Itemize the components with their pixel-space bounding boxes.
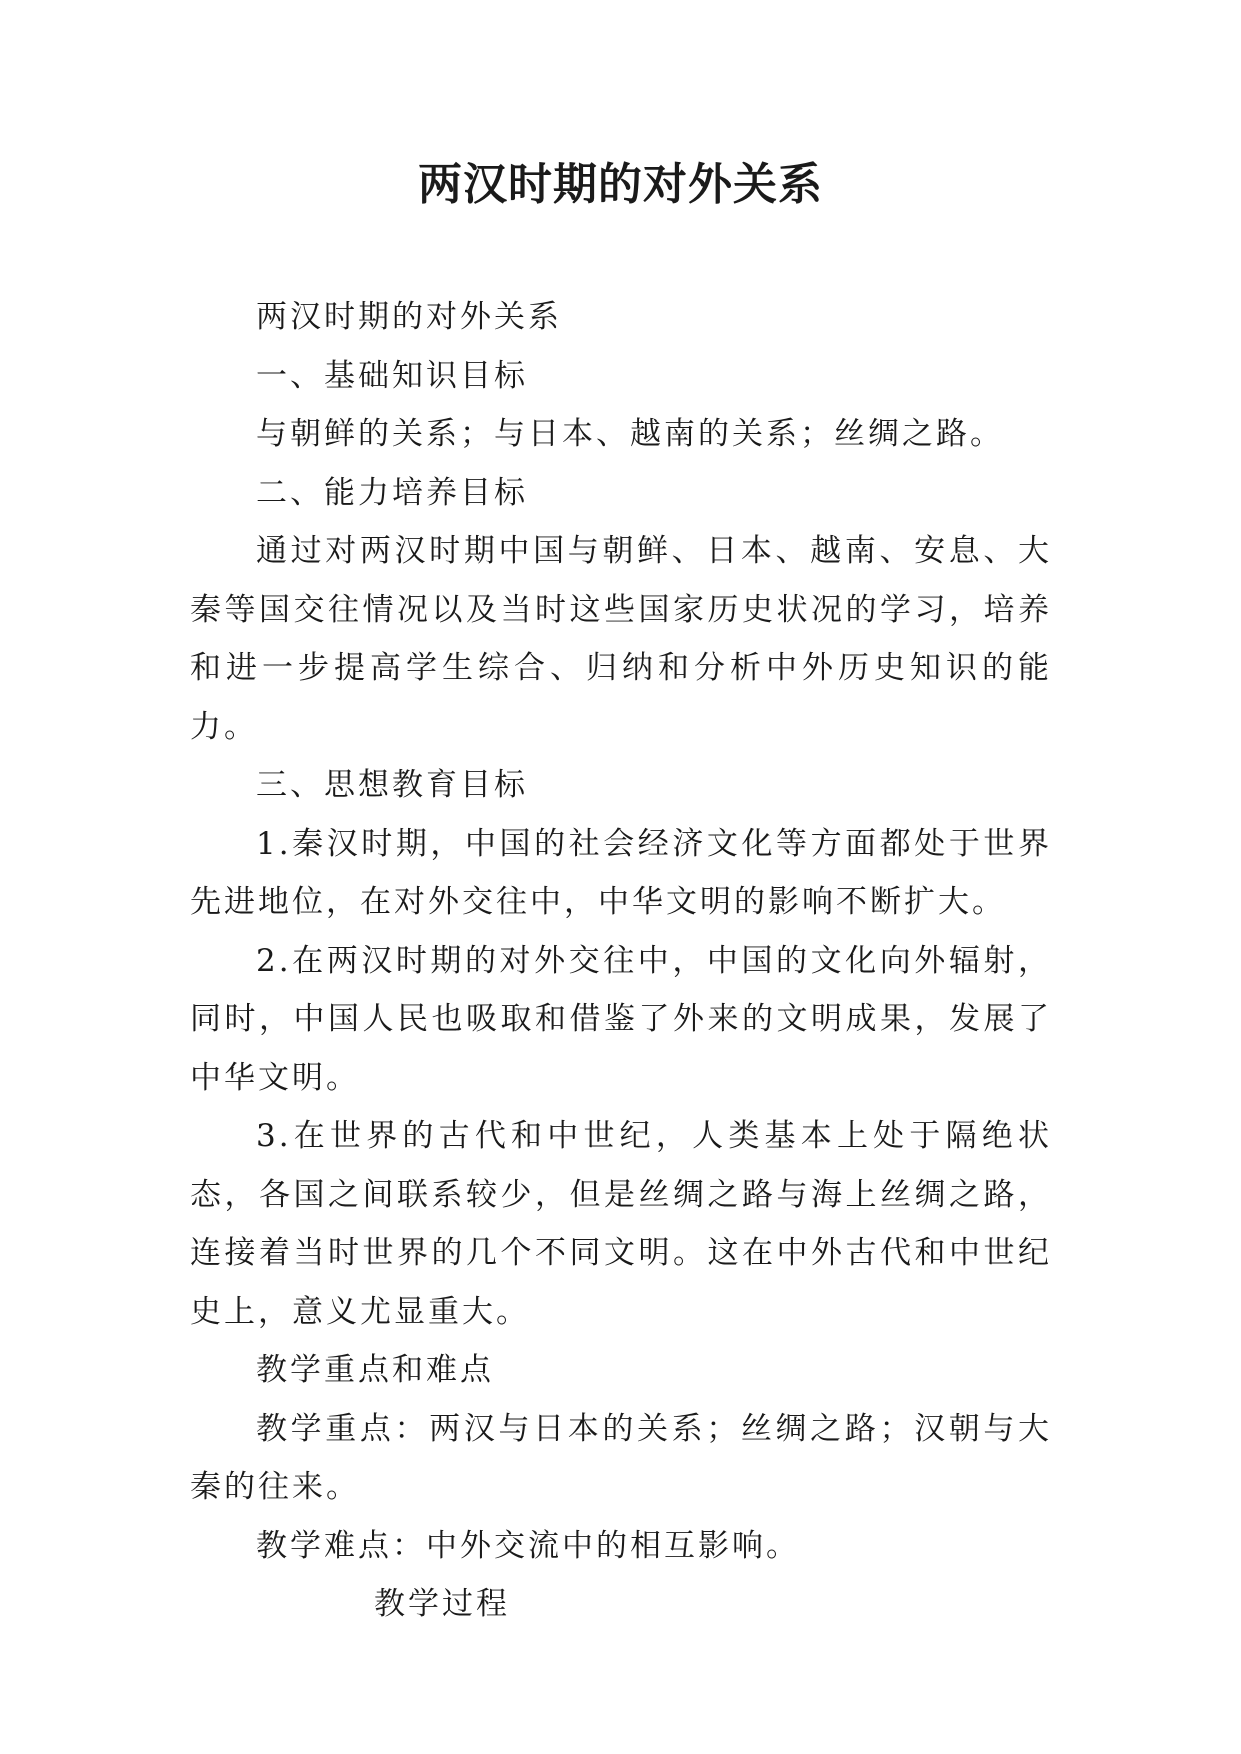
paragraph-knowledge-content: 与朝鲜的关系；与日本、越南的关系；丝绸之路。 xyxy=(256,416,1004,452)
document-body xyxy=(190,288,1052,1634)
paragraph-ability-content: 通过对两汉时期中国与朝鲜、日本、越南、安息、大秦等国交往情况以及当时这些国家历史状况的学习，培养和进一步提高学生综合、归纳和分析中外历史知识的能力。 xyxy=(190,533,1052,745)
document-title: 两汉时期的对外关系 xyxy=(418,159,823,210)
paragraph-education-item-3: 3.在世界的古代和中世纪，人类基本上处于隔绝状态，各国之间联系较少，但是丝绸之路与海上丝绸之路，连接着当时世界的几个不同文明。这在中外古代和中世纪史上，意义尤显重大。 xyxy=(190,1118,1052,1330)
paragraph-difficult-points: 教学难点：中外交流中的相互影响。 xyxy=(256,1527,800,1564)
paragraph-education-item-1: 1.秦汉时期，中国的社会经济文化等方面都处于世界先进地位，在对外交往中，中华文明的影响不断扩大。 xyxy=(190,825,1052,920)
paragraph-heading-ability: 二、能力培养目标 xyxy=(256,474,528,511)
paragraph-heading-knowledge: 一、基础知识目标 xyxy=(256,357,528,394)
paragraph-heading-key-points: 教学重点和难点 xyxy=(256,1352,494,1388)
paragraph-subtitle: 两汉时期的对外关系 xyxy=(256,299,562,335)
paragraph-education-item-2: 2.在两汉时期的对外交往中，中国的文化向外辐射，同时，中国人民也吸取和借鉴了外来的文明成果，发展了中华文明。 xyxy=(190,942,1052,1096)
paragraph-heading-education: 三、思想教育目标 xyxy=(256,767,528,803)
paragraph-heading-process: 教学过程 xyxy=(374,1586,510,1622)
paragraph-key-points: 教学重点：两汉与日本的关系；丝绸之路；汉朝与大秦的往来。 xyxy=(190,1410,1052,1505)
